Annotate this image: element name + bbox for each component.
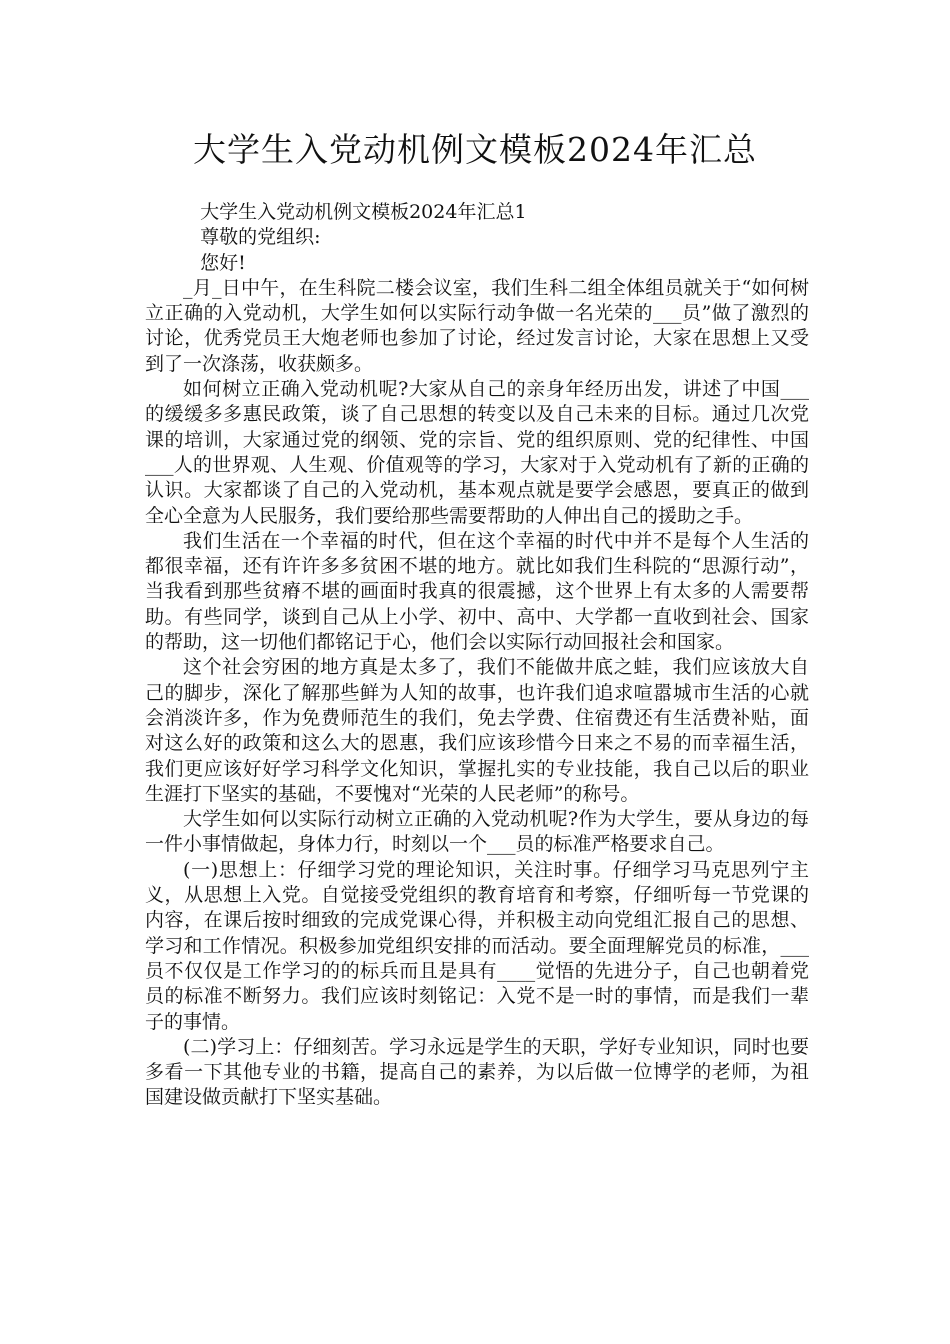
body-paragraph: (二)学习上：仔细刻苦。学习永远是学生的天职，学好专业知识，同时也要多看一下其他专业的书籍，提高自己的素养，为以后做一位博学的老师，为祖国建设做贡献打下坚实基础。 xyxy=(145,1035,809,1109)
body-paragraph: 如何树立正确入党动机呢?大家从自己的亲身年经历出发，讲述了中国___的缓缓多多惠民政策，谈了自己思想的转变以及自己未来的目标。通过几次党课的培训，大家通过党的纲领、党的宗旨、党的组织原则、党的纪律性、中国___人的世界观、人生观、价值观等的学习，大家对于入党动机有了新的正确的认识。大家都谈了自己的入党动机，基本观点就是要学会感恩，要真正的做到全心全意为人民服务，我们要给那些需要帮助的人伸出自己的援助之手。 xyxy=(145,378,809,527)
document-body xyxy=(145,200,809,1111)
salutation-paragraph: 尊敬的党组织: xyxy=(200,226,321,249)
subtitle-paragraph: 大学生入党动机例文模板2024年汇总1 xyxy=(200,201,527,223)
body-paragraph: _月_日中午，在生科院二楼会议室，我们生科二组全体组员就关于“如何树立正确的入党动机，大学生如何以实际行动争做一名光荣的___员”做了激烈的讨论，优秀党员王大炮老师也参加了讨论，经过发言讨论，大家在思想上又受到了一次涤荡，收获颇多。 xyxy=(145,276,809,375)
document-title: 大学生入党动机例文模板2024年汇总 xyxy=(193,130,757,169)
body-paragraph: 这个社会穷困的地方真是太多了，我们不能做井底之蛙，我们应该放大自己的脚步，深化了解那些鲜为人知的故事，也许我们追求喧嚣城市生活的心就会消淡许多，作为免费师范生的我们，免去学费、住宿费还有生活费补贴，面对这么好的政策和这么大的恩惠，我们应该珍惜今日来之不易的而幸福生活，我们更应该好好学习科学文化知识，掌握扎实的专业技能，我自己以后的职业生涯打下坚实的基础，不要愧对“光荣的人民老师”的称号。 xyxy=(145,656,809,805)
body-paragraph: 大学生如何以实际行动树立正确的入党动机呢?作为大学生，要从身边的每一件小事情做起，身体力行，时刻以一个___员的标准严格要求自己。 xyxy=(145,808,809,856)
body-paragraph: 我们生活在一个幸福的时代，但在这个幸福的时代中并不是每个人生活的都很幸福，还有许许多多贫困不堪的地方。就比如我们生科院的“思源行动”，当我看到那些贫瘠不堪的画面时我真的很震撼，这个世界上有太多的人需要帮助。有些同学，谈到自己从上小学、初中、高中、大学都一直收到社会、国家的帮助，这一切他们都铭记于心，他们会以实际行动回报社会和国家。 xyxy=(145,529,809,654)
body-paragraph: (一)思想上：仔细学习党的理论知识，关注时事。仔细学习马克思列宁主义，从思想上入党。自觉接受党组织的教育培育和考察，仔细听每一节党课的内容，在课后按时细致的完成党课心得，并积极主动向党组汇报自己的思想、学习和工作情况。积极参加党组织安排的而活动。要全面理解党员的标准，___员不仅仅是工作学习的的标兵而且是具有____觉悟的先进分子，自己也朝着党员的标准不断努力。我们应该时刻铭记：入党不是一时的事情，而是我们一辈子的事情。 xyxy=(145,858,809,1033)
greeting-paragraph: 您好! xyxy=(200,251,246,274)
